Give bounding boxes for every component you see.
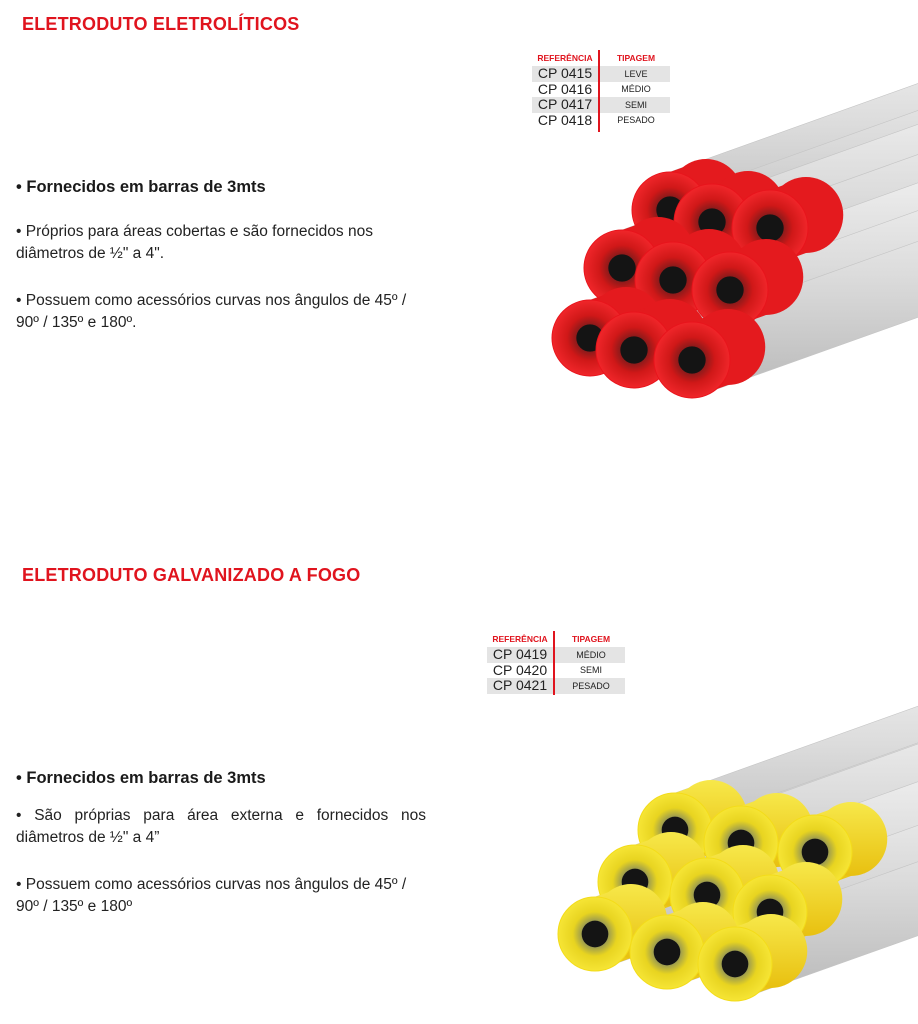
header-referencia: REFERÊNCIA	[537, 53, 593, 63]
table-header	[487, 631, 625, 647]
table-header	[532, 50, 670, 66]
ref-code: CP 0419	[492, 646, 548, 663]
reference-table	[487, 631, 625, 694]
pipe-hole	[716, 276, 743, 303]
bullet-highlight: • Fornecidos em barras de 3mts	[16, 769, 266, 787]
section-title: ELETRODUTO GALVANIZADO A FOGO	[22, 565, 361, 585]
pipe-hole	[802, 839, 829, 866]
ref-code: CP 0417	[537, 96, 593, 113]
header-tipagem: TIPAGEM	[571, 634, 611, 644]
section-title: ELETRODUTO ELETROLÍTICOS	[22, 14, 300, 34]
ref-code: CP 0416	[537, 80, 593, 97]
table-divider	[553, 631, 555, 695]
ref-type: PESADO	[617, 115, 655, 126]
pipe-hole	[654, 939, 681, 966]
ref-code: CP 0420	[492, 661, 548, 678]
ref-type: SEMI	[579, 665, 602, 676]
ref-type: PESADO	[572, 680, 610, 691]
pipe-hole	[608, 254, 635, 281]
pipe-hole	[659, 266, 686, 293]
ref-type: MÉDIO	[576, 649, 606, 660]
pipe-hole	[678, 346, 705, 373]
red-conduit-pipes-icon	[540, 70, 918, 410]
ref-type: LEVE	[624, 68, 648, 79]
table-row	[487, 647, 625, 663]
bullet-highlight: • Fornecidos em barras de 3mts	[16, 178, 266, 196]
pipe-hole	[582, 921, 609, 948]
header-referencia: REFERÊNCIA	[492, 634, 548, 644]
header-tipagem: TIPAGEM	[616, 53, 656, 63]
table-body	[487, 647, 625, 694]
pipe-hole	[722, 951, 749, 978]
ref-type: MÉDIO	[621, 84, 651, 95]
pipe-hole	[620, 336, 647, 363]
ref-type: SEMI	[624, 99, 647, 110]
table-row	[487, 678, 625, 694]
paragraph-accessories: • Possuem como acessórios curvas nos ângulos de 45º / 90º / 135º e 180º.	[16, 292, 407, 331]
yellow-conduit-pipes-icon	[545, 700, 918, 1024]
ref-code: CP 0415	[537, 65, 593, 82]
paragraph-accessories: • Possuem como acessórios curvas nos ângulos de 45º / 90º / 135º e 180º	[16, 876, 407, 915]
paragraph-usage: • São próprias para área externa e fornecidos nos diâmetros de ½" a 4”	[16, 807, 426, 846]
ref-code: CP 0421	[492, 677, 548, 694]
paragraph-usage: • Próprios para áreas cobertas e são fornecidos nos diâmetros de ½" a 4".	[16, 223, 373, 262]
pipe-hole	[756, 214, 783, 241]
ref-code: CP 0418	[537, 111, 593, 128]
section-galvanizado	[0, 555, 918, 1024]
table-row	[487, 663, 625, 679]
